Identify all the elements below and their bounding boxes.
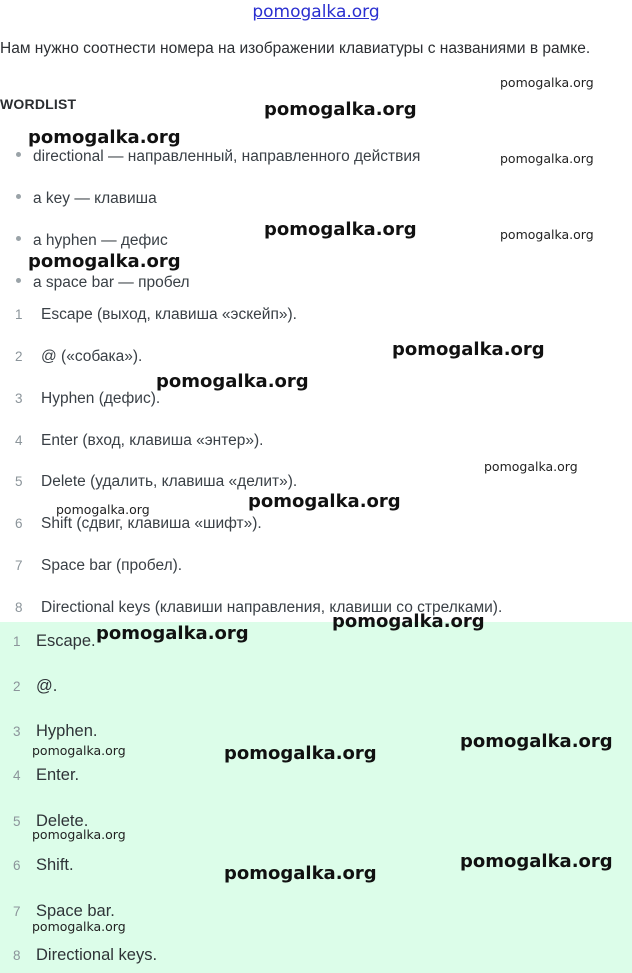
item-number: 1 <box>15 307 23 322</box>
answer-number: 1 <box>13 634 21 649</box>
watermark-text: pomogalka.org <box>224 743 377 764</box>
item-number: 7 <box>15 558 23 573</box>
list-item <box>15 557 182 575</box>
answer-number: 6 <box>13 858 21 873</box>
intro-text: Нам нужно соотнести номера на изображении клавиатуры с названиями в рамке. <box>0 40 591 57</box>
bullet-icon <box>16 194 21 199</box>
answer-number: 8 <box>13 948 21 963</box>
item-number: 4 <box>15 433 23 448</box>
wordlist-item <box>16 232 168 250</box>
answer-text: Directional keys. <box>36 946 158 964</box>
answer-item <box>0 766 79 785</box>
answer-number: 2 <box>13 679 21 694</box>
list-item <box>15 473 297 491</box>
list-item <box>15 348 142 366</box>
watermark-text: pomogalka.org <box>392 339 545 360</box>
answer-text: Enter. <box>36 766 80 784</box>
watermark-text: pomogalka.org <box>28 127 181 148</box>
wordlist-text: a hyphen — дефис <box>33 232 168 249</box>
watermark-text: pomogalka.org <box>32 743 126 758</box>
item-number: 8 <box>15 600 23 615</box>
bullet-icon <box>16 152 21 157</box>
watermark-text: pomogalka.org <box>224 863 377 884</box>
wordlist-text: a key — клавиша <box>33 190 157 207</box>
watermark-text: pomogalka.org <box>32 919 126 934</box>
item-text: @ («собака»). <box>41 348 143 365</box>
answer-text: @. <box>36 677 58 695</box>
item-text: Hyphen (дефис). <box>41 390 161 407</box>
item-number: 5 <box>15 474 23 489</box>
watermark-text: pomogalka.org <box>264 99 417 120</box>
answer-number: 4 <box>13 768 21 783</box>
answer-item <box>0 856 74 875</box>
item-text: Enter (вход, клавиша «энтер»). <box>41 432 264 449</box>
list-item <box>15 390 160 408</box>
answer-number: 7 <box>13 904 21 919</box>
answer-number: 3 <box>13 724 21 739</box>
watermark-text: pomogalka.org <box>32 827 126 842</box>
bullet-icon <box>16 236 21 241</box>
watermark-text: pomogalka.org <box>500 227 594 242</box>
item-text: Directional keys (клавиши направления, клавиши со стрелками). <box>41 599 503 616</box>
answer-item <box>0 677 57 696</box>
watermark-text: pomogalka.org <box>264 219 417 240</box>
item-text: Delete (удалить, клавиша «делит»). <box>41 473 298 490</box>
item-number: 2 <box>15 349 23 364</box>
watermark-text: pomogalka.org <box>56 502 150 517</box>
wordlist-heading: WORDLIST <box>0 96 77 112</box>
watermark-text: pomogalka.org <box>332 611 485 632</box>
item-number: 3 <box>15 391 23 406</box>
top-watermark-link[interactable]: pomogalka.org <box>252 2 380 22</box>
bullet-icon <box>16 278 21 283</box>
list-item <box>15 306 297 324</box>
answer-text: Space bar. <box>36 902 115 920</box>
answer-text: Hyphen. <box>36 722 98 740</box>
list-item <box>15 515 262 533</box>
wordlist-item <box>16 190 157 208</box>
list-item <box>15 432 263 450</box>
answer-item <box>0 946 157 965</box>
wordlist-item <box>16 274 190 292</box>
watermark-text: pomogalka.org <box>460 851 613 872</box>
item-text: Escape (выход, клавиша «эскейп»). <box>41 306 297 323</box>
answer-number: 5 <box>13 814 21 829</box>
wordlist-item <box>16 148 420 166</box>
watermark-text: pomogalka.org <box>500 151 594 166</box>
item-text: Space bar (пробел). <box>41 557 183 574</box>
item-text: Shift (сдвиг, клавиша «шифт»). <box>41 515 262 532</box>
answer-text: Escape. <box>36 632 96 650</box>
watermark-text: pomogalka.org <box>500 75 594 90</box>
watermark-text: pomogalka.org <box>460 731 613 752</box>
item-number: 6 <box>15 516 23 531</box>
watermark-text: pomogalka.org <box>484 459 578 474</box>
watermark-text: pomogalka.org <box>156 371 309 392</box>
answer-item <box>0 722 97 741</box>
wordlist-text: directional — направленный, направленного действия <box>33 148 421 165</box>
answer-item <box>0 632 96 651</box>
watermark-text: pomogalka.org <box>96 623 249 644</box>
watermark-text: pomogalka.org <box>248 491 401 512</box>
wordlist-text: a space bar — пробел <box>33 274 190 291</box>
answer-text: Delete. <box>36 812 89 830</box>
watermark-text: pomogalka.org <box>28 251 181 272</box>
answer-text: Shift. <box>36 856 74 874</box>
